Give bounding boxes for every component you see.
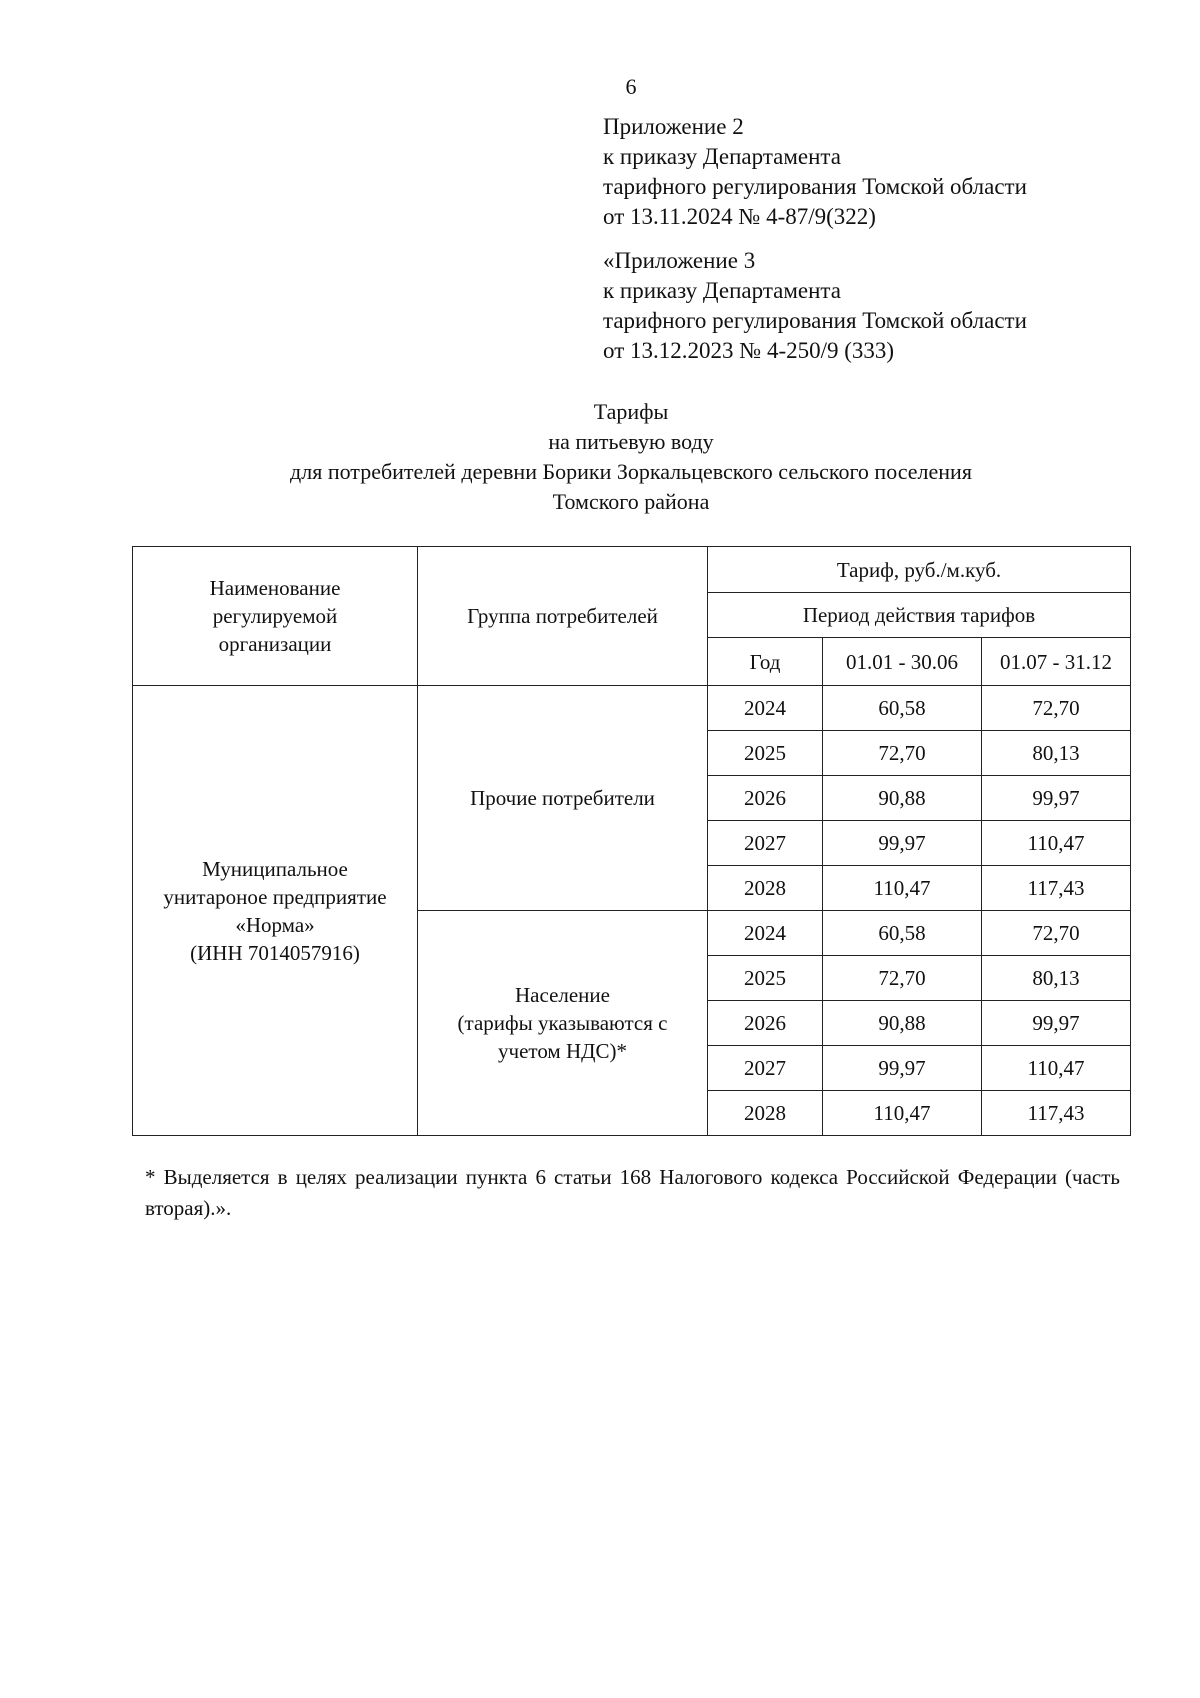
year-cell: 2026: [708, 776, 823, 821]
tariff-second-half-cell: 117,43: [982, 866, 1131, 911]
appendix-header-current: [603, 112, 1027, 232]
year-cell: 2024: [708, 911, 823, 956]
tariff-second-half-cell: 72,70: [982, 911, 1131, 956]
tariff-first-half-cell: 72,70: [823, 731, 982, 776]
header-second-half: 01.07 - 31.12: [982, 638, 1131, 686]
tariff-first-half-cell: 110,47: [823, 866, 982, 911]
document-title: [0, 397, 1200, 517]
header-consumer-group: Группа потребителей: [418, 547, 708, 686]
consumer-group-line: учетом НДС)*: [498, 1039, 627, 1063]
title-line: Тарифы: [593, 399, 669, 424]
header-year: Год: [708, 638, 823, 686]
tariff-first-half-cell: 90,88: [823, 1001, 982, 1046]
year-cell: 2028: [708, 866, 823, 911]
tariff-first-half-cell: 99,97: [823, 1046, 982, 1091]
appendix-line: от 13.11.2024 № 4-87/9(322): [603, 204, 876, 229]
title-line: для потребителей деревни Борики Зоркальцевского сельского поселения: [290, 459, 972, 484]
organization-line: унитароное предприятие: [163, 884, 387, 909]
organization-line: Муниципальное: [202, 856, 348, 881]
year-cell: 2027: [708, 1046, 823, 1091]
appendix-line: к приказу Департамента: [603, 278, 841, 303]
consumer-group-line: (тарифы указываются с: [457, 1011, 668, 1035]
tariff-second-half-cell: 80,13: [982, 956, 1131, 1001]
tariff-second-half-cell: 72,70: [982, 686, 1131, 731]
consumer-group-line: Население: [515, 983, 610, 1007]
tariff-second-half-cell: 80,13: [982, 731, 1131, 776]
table-header-row: [133, 547, 1131, 593]
tariff-second-half-cell: 110,47: [982, 1046, 1131, 1091]
tariff-second-half-cell: 117,43: [982, 1091, 1131, 1136]
consumer-group-cell: [418, 911, 708, 1136]
table-row: [133, 686, 1131, 731]
consumer-group-cell: [418, 686, 708, 911]
tariff-second-half-cell: 110,47: [982, 821, 1131, 866]
appendix-line: тарифного регулирования Томской области: [603, 174, 1027, 199]
tariff-first-half-cell: 72,70: [823, 956, 982, 1001]
appendix-line: от 13.12.2023 № 4-250/9 (333): [603, 338, 895, 363]
appendix-line: тарифного регулирования Томской области: [603, 308, 1027, 333]
header-tariff: Тариф, руб./м.куб.: [708, 547, 1131, 593]
year-cell: 2026: [708, 1001, 823, 1046]
appendix-line: к приказу Департамента: [603, 144, 841, 169]
header-first-half: 01.01 - 30.06: [823, 638, 982, 686]
header-period: Период действия тарифов: [708, 593, 1131, 638]
appendix-line: Приложение 2: [603, 114, 744, 139]
tariff-first-half-cell: 60,58: [823, 911, 982, 956]
header-organization: Наименование регулируемой организации: [133, 547, 418, 686]
organization-line: «Норма»: [235, 912, 315, 937]
year-cell: 2025: [708, 956, 823, 1001]
footnote: * Выделяется в целях реализации пункта 6 статьи 168 Налогового кодекса Российской Федерации (часть вторая).».: [145, 1165, 1120, 1220]
appendix-line: «Приложение 3: [603, 248, 756, 273]
year-cell: 2027: [708, 821, 823, 866]
appendix-header-replaced: [603, 246, 1027, 366]
title-line: на питьевую воду: [548, 429, 714, 454]
organization-line: (ИНН 7014057916): [190, 940, 360, 965]
tariff-first-half-cell: 99,97: [823, 821, 982, 866]
tariff-second-half-cell: 99,97: [982, 1001, 1131, 1046]
tariff-second-half-cell: 99,97: [982, 776, 1131, 821]
year-cell: 2028: [708, 1091, 823, 1136]
year-cell: 2025: [708, 731, 823, 776]
organization-cell: [133, 686, 418, 1136]
tariff-first-half-cell: 110,47: [823, 1091, 982, 1136]
year-cell: 2024: [708, 686, 823, 731]
page-number: 6: [625, 74, 637, 99]
tariff-table: [132, 546, 1131, 1136]
consumer-group-line: Прочие потребители: [470, 786, 655, 810]
title-line: Томского района: [552, 489, 710, 514]
tariff-first-half-cell: 90,88: [823, 776, 982, 821]
tariff-first-half-cell: 60,58: [823, 686, 982, 731]
